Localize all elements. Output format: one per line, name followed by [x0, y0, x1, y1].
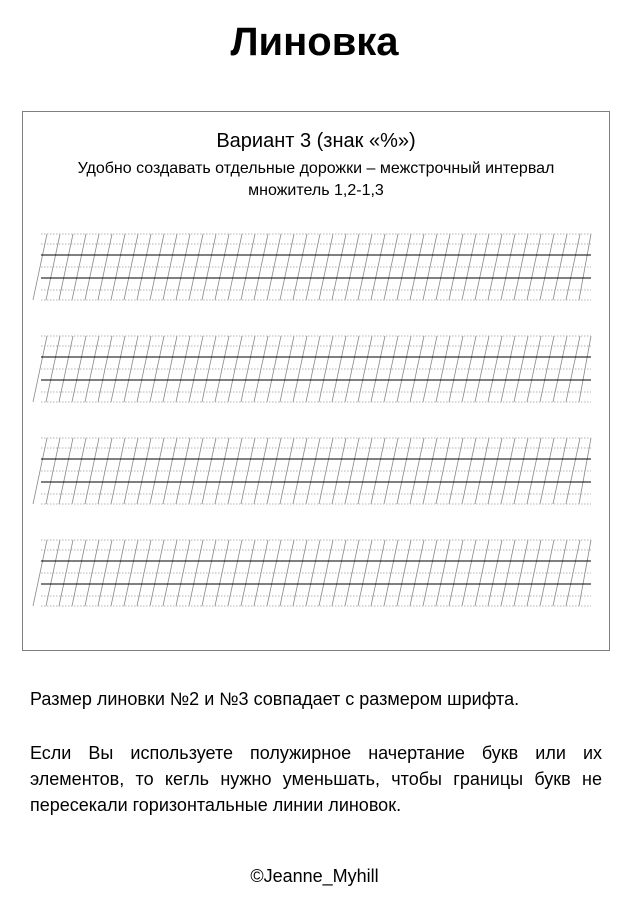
- ruling-sample-frame: [22, 111, 610, 651]
- page-title: Линовка: [230, 20, 399, 64]
- note-paragraph-2: Если Вы используете полужирное начертание букв или их элементов, то кегль нужно уменьшать, чтобы границы букв не пересекали горизонтальные линии линовок.: [30, 743, 602, 815]
- ruling-lines: [23, 112, 609, 650]
- ruling-track: [33, 540, 591, 606]
- ruling-track: [33, 336, 591, 402]
- variant-title: Вариант 3 (знак «%»): [216, 130, 416, 152]
- variant-description-line-1: Удобно создавать отдельные дорожки – межстрочный интервал: [77, 160, 555, 177]
- copyright: ©Jeanne_Myhill: [250, 866, 379, 886]
- ruling-track: [33, 234, 591, 300]
- note-paragraph-1: Размер линовки №2 и №3 совпадает с размером шрифта.: [30, 689, 520, 709]
- variant-description-line-2: множитель 1,2-1,3: [248, 182, 384, 199]
- ruling-track: [33, 438, 591, 504]
